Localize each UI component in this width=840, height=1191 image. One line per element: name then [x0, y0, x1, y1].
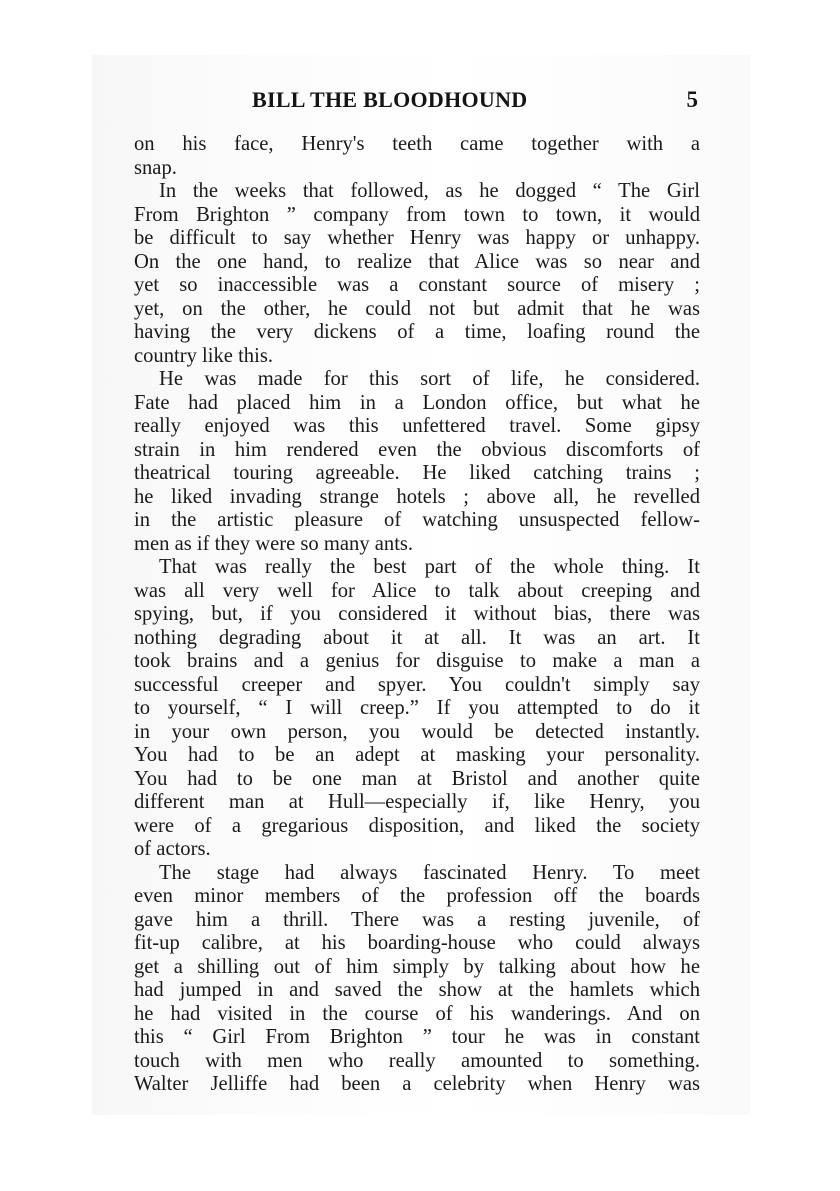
text-line: Fate had placed him in a London office, but what he	[134, 391, 700, 414]
text-line: on his face, Henry's teeth came together with a	[134, 133, 700, 155]
text-line: He was made for this sort of life, he considered.	[159, 368, 700, 390]
text-line: nothing degrading about it at all. It was an art. It	[134, 626, 700, 649]
text-line: snap.	[134, 156, 177, 179]
text-line: he had visited in the course of his wanderings. And on	[134, 1002, 700, 1025]
text-line: really enjoyed was this unfettered travel. Some gipsy	[134, 415, 700, 437]
text-line: You had to be one man at Bristol and another quite	[134, 767, 700, 790]
text-line: touch with men who really amounted to something.	[134, 1049, 700, 1072]
running-title: BILL THE BLOODHOUND	[252, 87, 528, 112]
text-line: were of a gregarious disposition, and liked the society	[134, 814, 700, 837]
running-header	[134, 87, 704, 117]
text-line: be difficult to say whether Henry was happy or unhappy.	[134, 227, 700, 249]
text-line: men as if they were so many ants.	[134, 532, 414, 555]
text-line: On the one hand, to realize that Alice was so near and	[134, 250, 700, 273]
text-line: The stage had always fascinated Henry. To meet	[159, 861, 700, 884]
text-line: in your own person, you would be detected instantly.	[134, 720, 700, 743]
text-line: yet, on the other, he could not but admit that he was	[134, 297, 700, 320]
text-line: yet so inaccessible was a constant source of misery ;	[134, 274, 700, 296]
text-line: In the weeks that followed, as he dogged “ The Girl	[159, 180, 700, 202]
text-line: gave him a thrill. There was a resting juvenile, of	[134, 908, 700, 931]
text-line: spying, but, if you considered it without bias, there was	[134, 603, 700, 625]
text-line: in the artistic pleasure of watching unsuspected fellow-	[134, 509, 700, 531]
text-line: this “ Girl From Brighton ” tour he was in constant	[134, 1026, 700, 1048]
body-text	[134, 133, 700, 1097]
text-line: From Brighton ” company from town to town, it would	[134, 203, 700, 226]
text-line: get a shilling out of him simply by talking about how he	[134, 955, 700, 978]
text-line: having the very dickens of a time, loafing round the	[134, 321, 700, 343]
text-line: different man at Hull—especially if, like Henry, you	[134, 791, 700, 813]
text-line: successful creeper and spyer. You couldn't simply say	[134, 673, 700, 696]
text-line: strain in him rendered even the obvious discomforts of	[134, 438, 700, 461]
page-number: 5	[686, 87, 698, 112]
text-line: of actors.	[134, 838, 211, 860]
text-line: he liked invading strange hotels ; above all, he revelled	[134, 485, 700, 508]
text-line: to yourself, “ I will creep.” If you attempted to do it	[134, 697, 700, 719]
text-line: Walter Jelliffe had been a celebrity when Henry was	[134, 1073, 700, 1095]
text-line: You had to be an adept at masking your personality.	[134, 744, 700, 766]
text-line: theatrical touring agreeable. He liked catching trains ;	[134, 462, 700, 484]
text-line: That was really the best part of the whole thing. It	[159, 556, 700, 578]
text-line: fit-up calibre, at his boarding-house who could always	[134, 932, 700, 954]
text-line: country like this.	[134, 344, 273, 367]
text-line: took brains and a genius for disguise to make a man a	[134, 650, 700, 672]
text-line: even minor members of the profession off the boards	[134, 885, 700, 907]
text-line: had jumped in and saved the show at the hamlets which	[134, 979, 700, 1001]
text-line: was all very well for Alice to talk about creeping and	[134, 579, 700, 602]
